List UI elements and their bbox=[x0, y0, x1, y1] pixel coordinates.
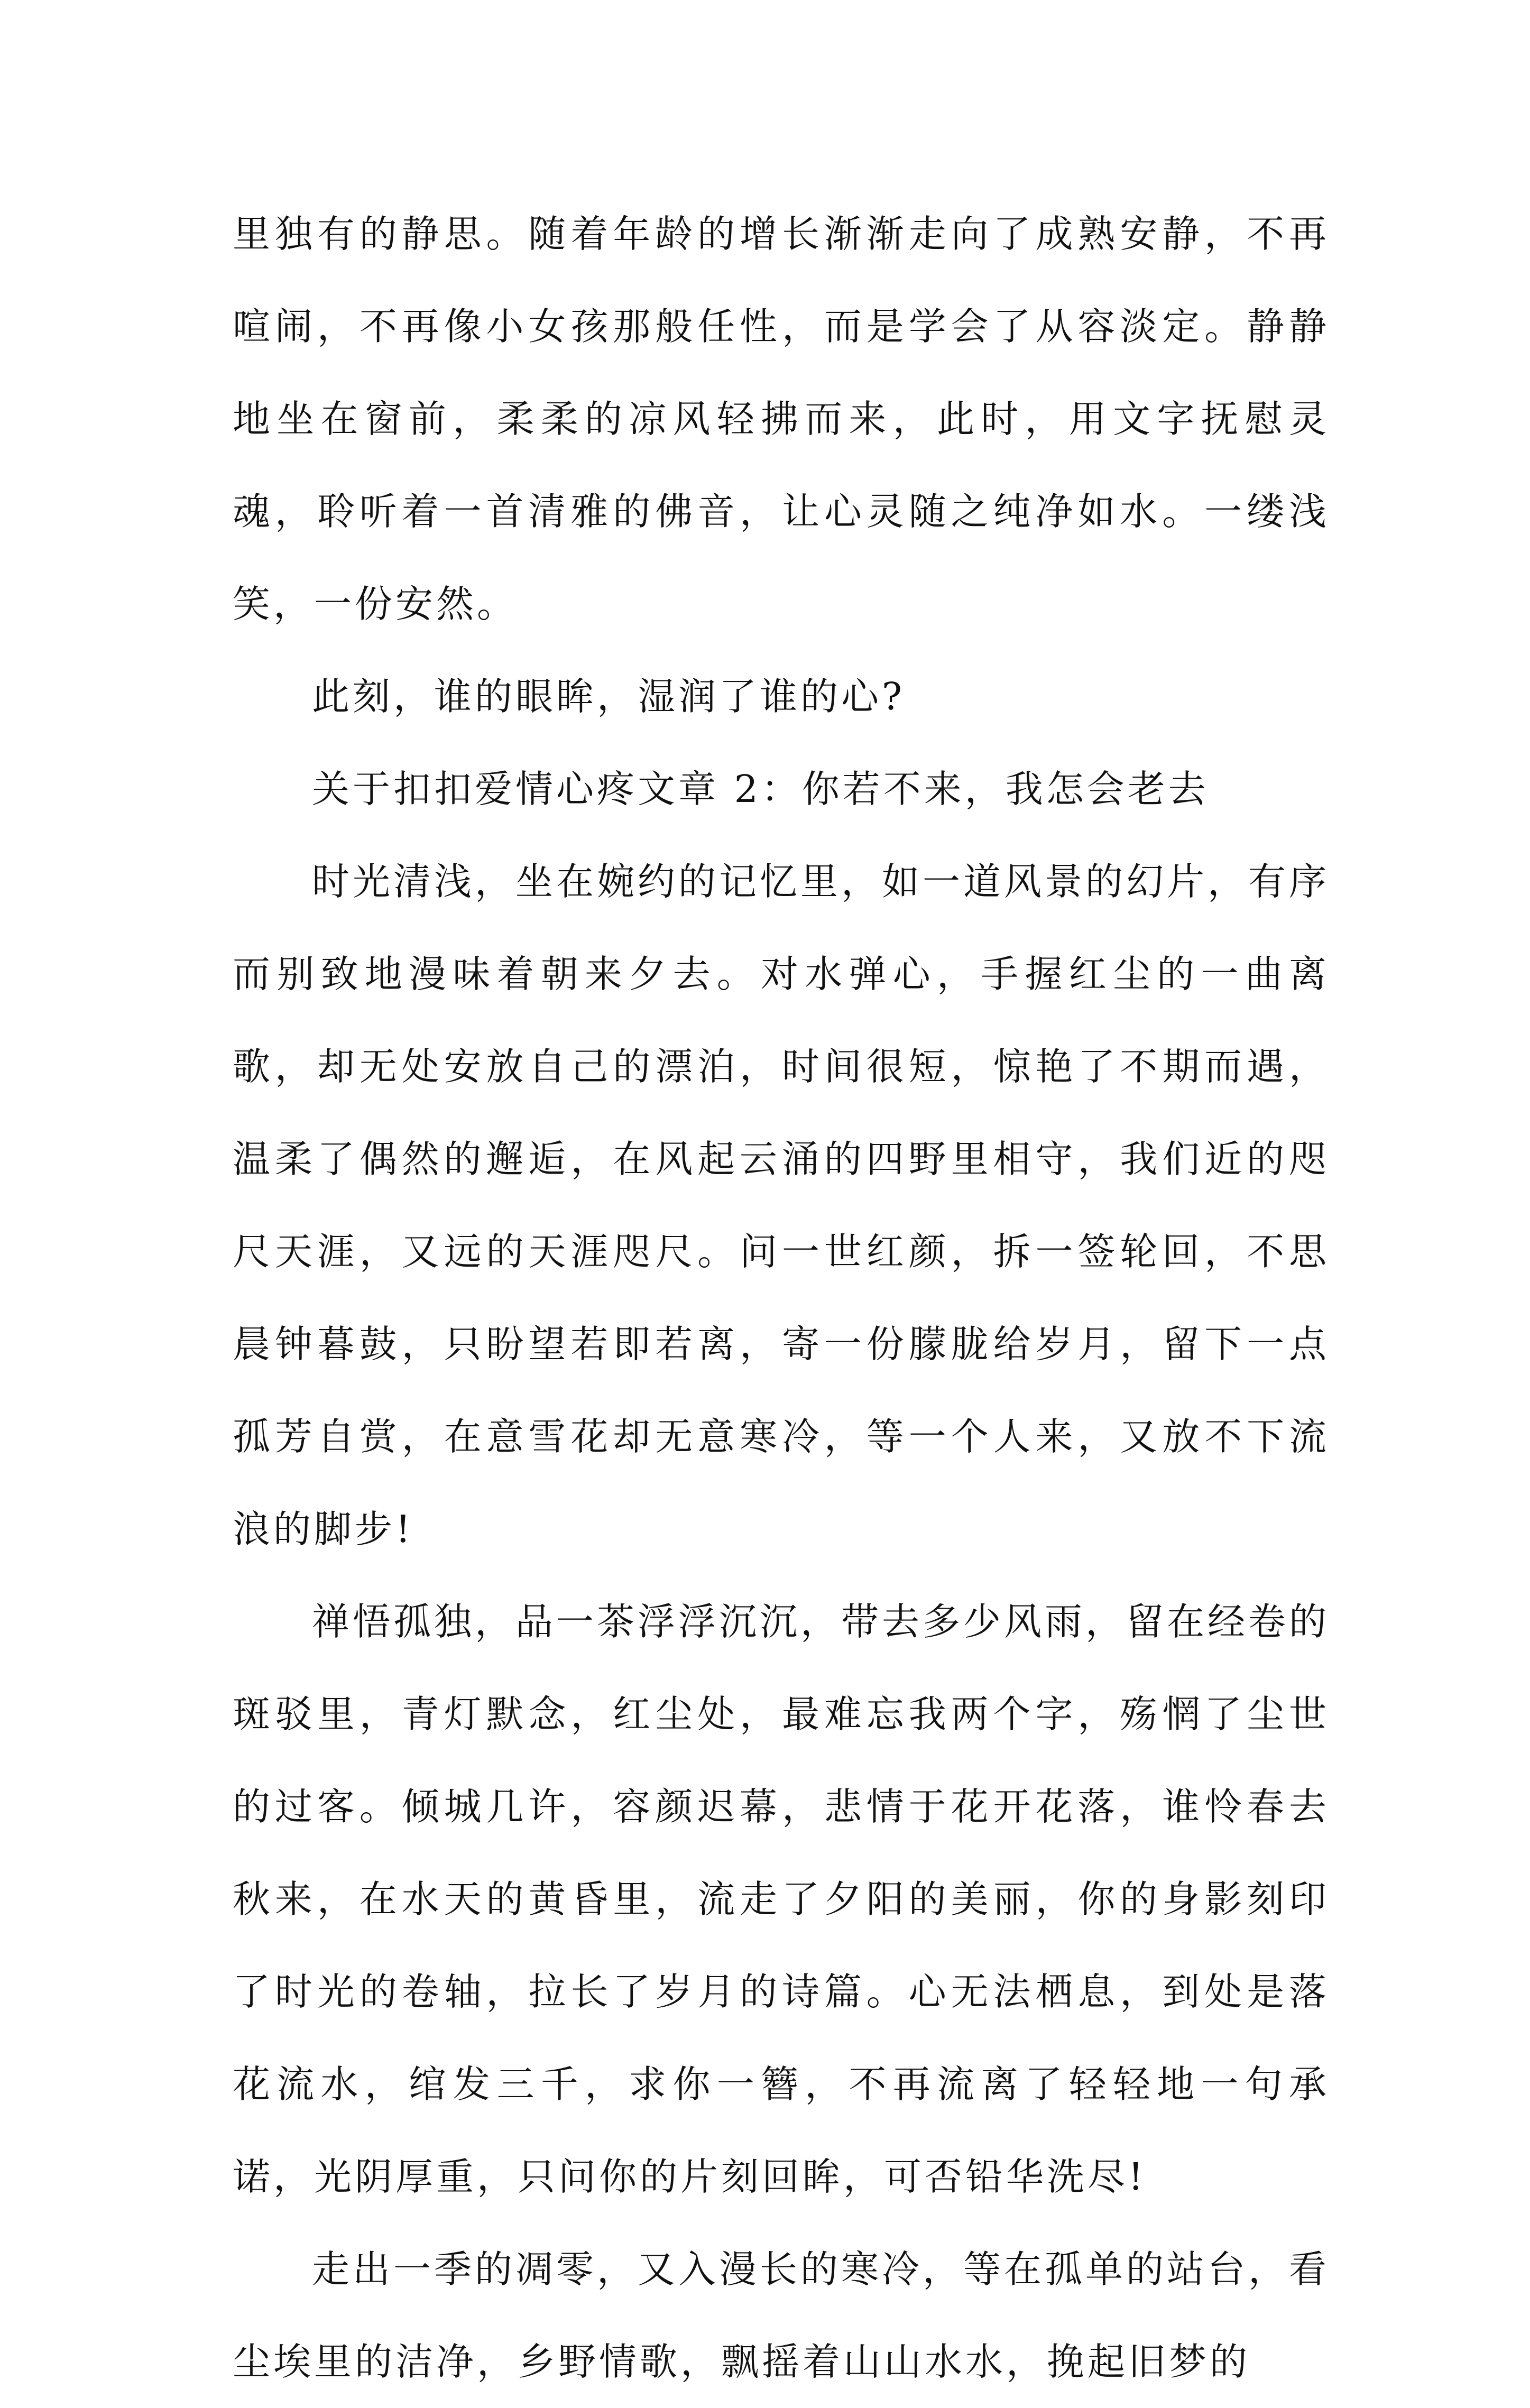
paragraph-continuation: 里独有的静思。随着年龄的增长渐渐走向了成熟安静，不再喧闹，不再像小女孩那般任性，而是学会了从容淡定。静静地坐在窗前，柔柔的凉风轻拂而来，此时，用文字抚慰灵魂，聆听着一首清雅的佛音，让心灵随之纯净如水。一缕浅笑，一份安然。 bbox=[233, 212, 1330, 626]
paragraph: 走出一季的凋零，又入漫长的寒冷，等在孤单的站台，看尘埃里的洁净，乡野情歌，飘摇着山山水水，挽起旧梦的 bbox=[233, 2247, 1330, 2384]
article-heading: 关于扣扣爱情心疼文章 2：你若不来，我怎会老去 bbox=[312, 767, 1209, 811]
article-body bbox=[233, 188, 1330, 2408]
paragraph-question: 此刻，谁的眼眸，湿润了谁的心? bbox=[312, 675, 906, 718]
paragraph: 时光清浅，坐在婉约的记忆里，如一道风景的幻片，有序而别致地漫味着朝来夕去。对水弹心，手握红尘的一曲离歌，却无处安放自己的漂泊，时间很短，惊艳了不期而遇，温柔了偶然的邂逅，在风起云涌的四野里相守，我们近的咫尺天涯，又远的天涯咫尺。问一世红颜，拆一签轮回，不思晨钟暮鼓，只盼望若即若离，寄一份朦胧给岁月，留下一点孤芳自赏，在意雪花却无意寒冷，等一个人来，又放不下流浪的脚步! bbox=[233, 860, 1330, 1551]
paragraph: 禅悟孤独，品一茶浮浮沉沉，带去多少风雨，留在经卷的斑驳里，青灯默念，红尘处，最难忘我两个字，殇惘了尘世的过客。倾城几许，容颜迟幕，悲情于花开花落，谁怜春去秋来，在水天的黄昏里，流走了夕阳的美丽，你的身影刻印了时光的卷轴，拉长了岁月的诗篇。心无法栖息，到处是落花流水，绾发三千，求你一簪，不再流离了轻轻地一句承诺，光阴厚重，只问你的片刻回眸，可否铅华洗尽! bbox=[233, 1600, 1330, 2199]
